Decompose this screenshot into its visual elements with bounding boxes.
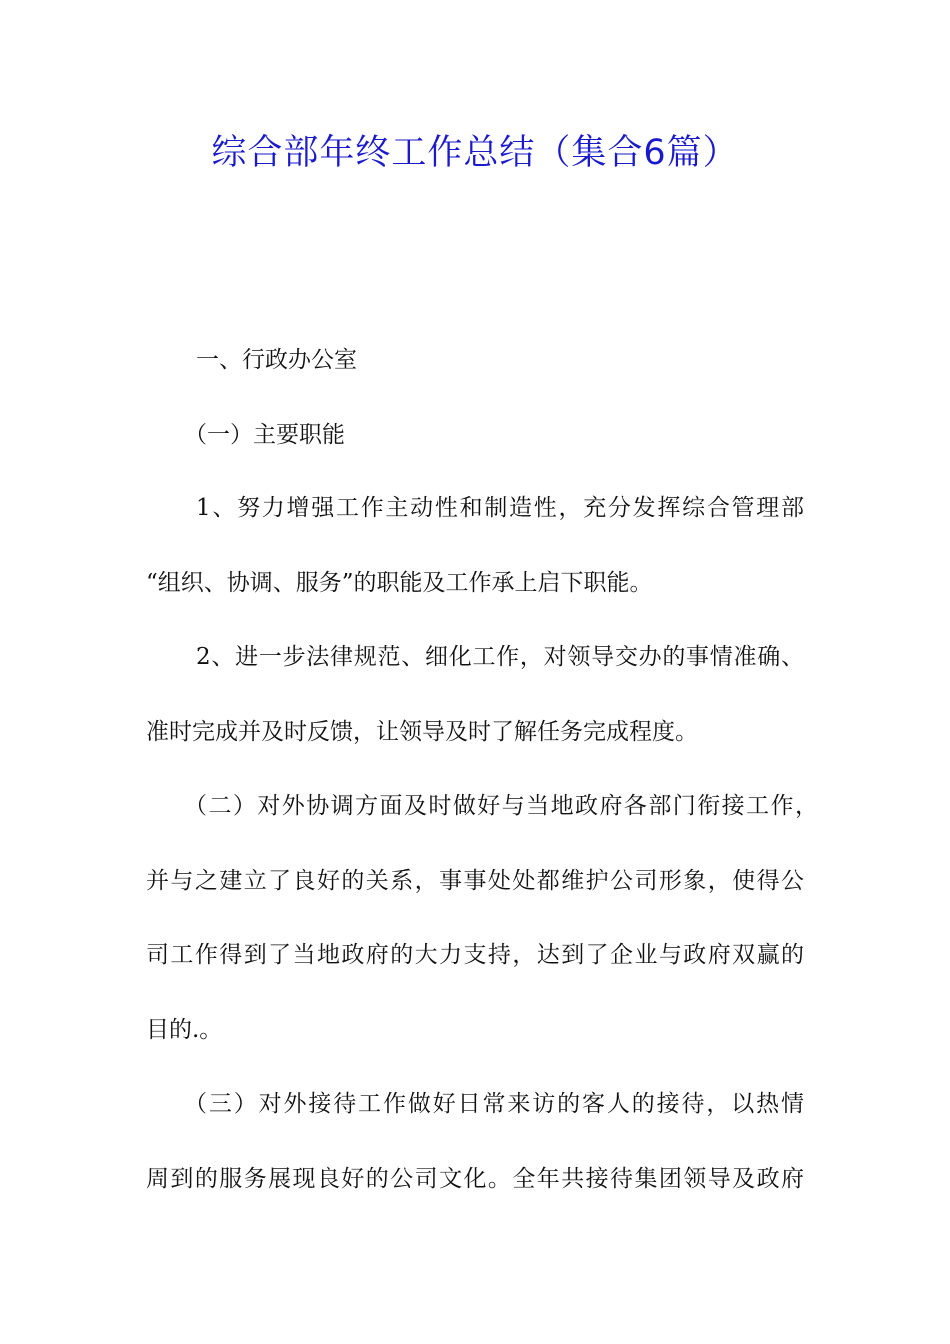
section-heading-admin-office: 一、行政办公室 bbox=[196, 347, 357, 373]
paragraph-line: “组织、协调、服务”的职能及工作承上启下职能。 bbox=[146, 570, 653, 596]
paragraph-line: 司工作得到了当地政府的大力支持，达到了企业与政府双赢的 bbox=[146, 942, 804, 968]
paragraph-line: 目的.。 bbox=[146, 1017, 223, 1043]
paragraph-line: （二）对外协调方面及时做好与当地政府各部门衔接工作， bbox=[184, 793, 818, 819]
paragraph-line: 2、进一步法律规范、细化工作，对领导交办的事情准确、 bbox=[196, 644, 804, 670]
paragraph-line: 周到的服务展现良好的公司文化。全年共接待集团领导及政府 bbox=[146, 1166, 804, 1192]
paragraph-line: （三）对外接待工作做好日常来访的客人的接待，以热情 bbox=[184, 1091, 804, 1117]
subsection-heading-main-functions: （一）主要职能 bbox=[184, 422, 345, 448]
paragraph-line: 1、努力增强工作主动性和制造性，充分发挥综合管理部 bbox=[196, 495, 804, 521]
document-title: 综合部年终工作总结（集合6篇） bbox=[211, 133, 739, 173]
paragraph-line: 并与之建立了良好的关系，事事处处都维护公司形象，使得公 bbox=[146, 868, 804, 894]
paragraph-line: 准时完成并及时反馈，让领导及时了解任务完成程度。 bbox=[146, 719, 698, 745]
